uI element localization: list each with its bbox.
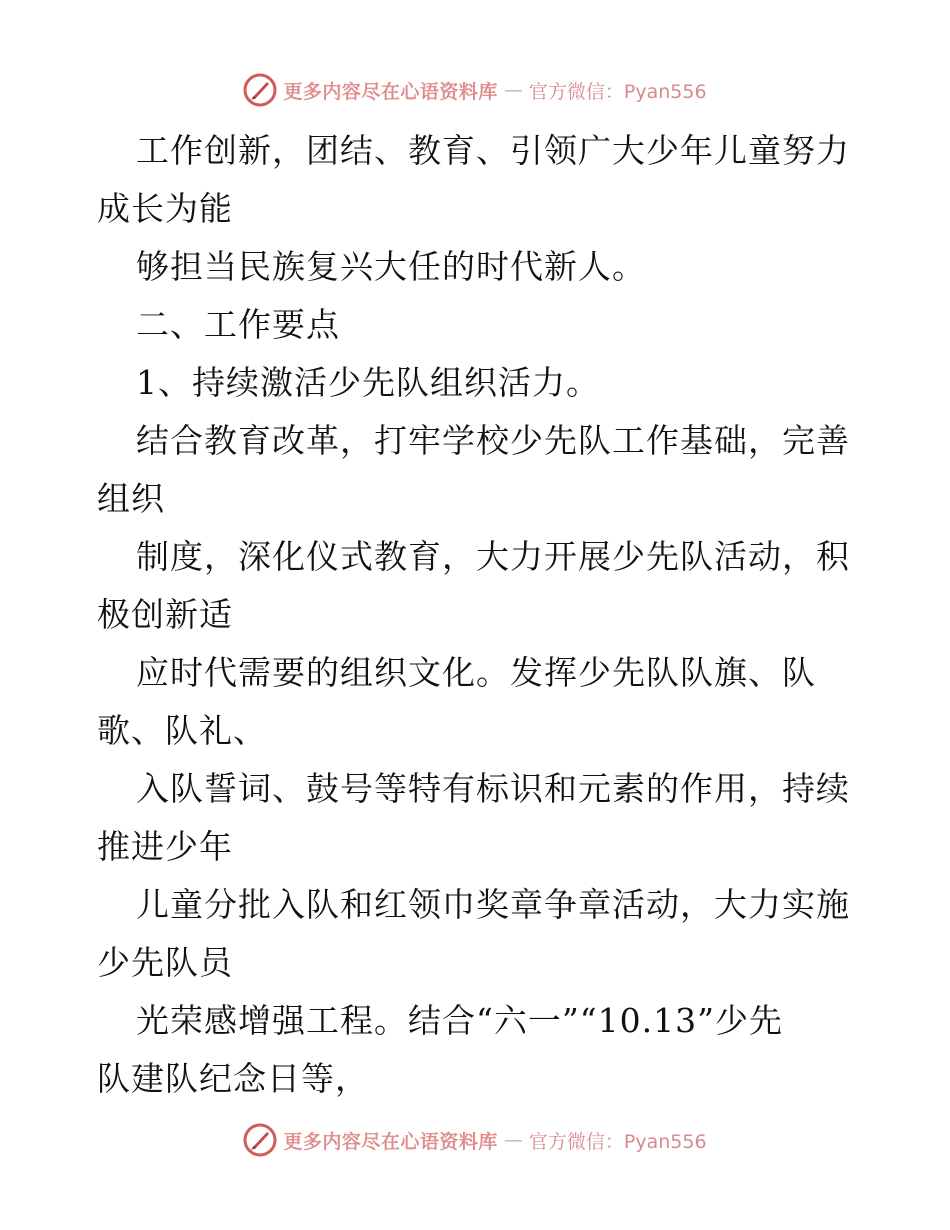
watermark-brand-text: 更多内容尽在心语资料库 — [283, 1130, 498, 1153]
watermark-separator: — — [503, 1129, 523, 1151]
watermark-contact-text: 官方微信：Pyan556 — [528, 80, 707, 103]
body-line: 制度，深化仪式教育，大力开展少先队活动，积 — [136, 537, 850, 576]
watermark-separator: — — [503, 79, 523, 101]
body-line: 入队誓词、鼓号等特有标识和元素的作用，持续 — [136, 769, 850, 808]
body-line: 结合教育改革，打牢学校少先队工作基础，完善 — [136, 421, 850, 460]
body-line: 队建队纪念日等， — [97, 1059, 369, 1098]
body-line: 歌、队礼、 — [97, 711, 267, 750]
body-line: 儿童分批入队和红领巾奖章争章活动，大力实施 — [136, 885, 850, 924]
body-line: 组织 — [97, 479, 165, 518]
quill-pen-icon — [243, 73, 277, 107]
body-line: 应时代需要的组织文化。发挥少先队队旗、队 — [136, 653, 816, 692]
header-watermark — [0, 70, 950, 110]
watermark-contact-text: 官方微信：Pyan556 — [528, 1130, 707, 1153]
body-line: 工作创新，团结、教育、引领广大少年儿童努力 — [136, 131, 850, 170]
body-line: 少先队员 — [97, 943, 233, 982]
footer-watermark — [0, 1120, 950, 1160]
body-line: 光荣感增强工程。结合“六一”“10.13”少先 — [136, 1001, 783, 1040]
section-heading: 二、工作要点 — [136, 305, 340, 344]
body-line: 极创新适 — [97, 595, 233, 634]
body-line: 够担当民族复兴大任的时代新人。 — [136, 247, 646, 286]
document-body — [97, 122, 857, 1108]
watermark-brand-text: 更多内容尽在心语资料库 — [283, 80, 498, 103]
subsection-heading: 1、持续激活少先队组织活力。 — [136, 363, 600, 402]
body-line: 成长为能 — [97, 189, 233, 228]
body-line: 推进少年 — [97, 827, 233, 866]
quill-pen-icon — [243, 1123, 277, 1157]
